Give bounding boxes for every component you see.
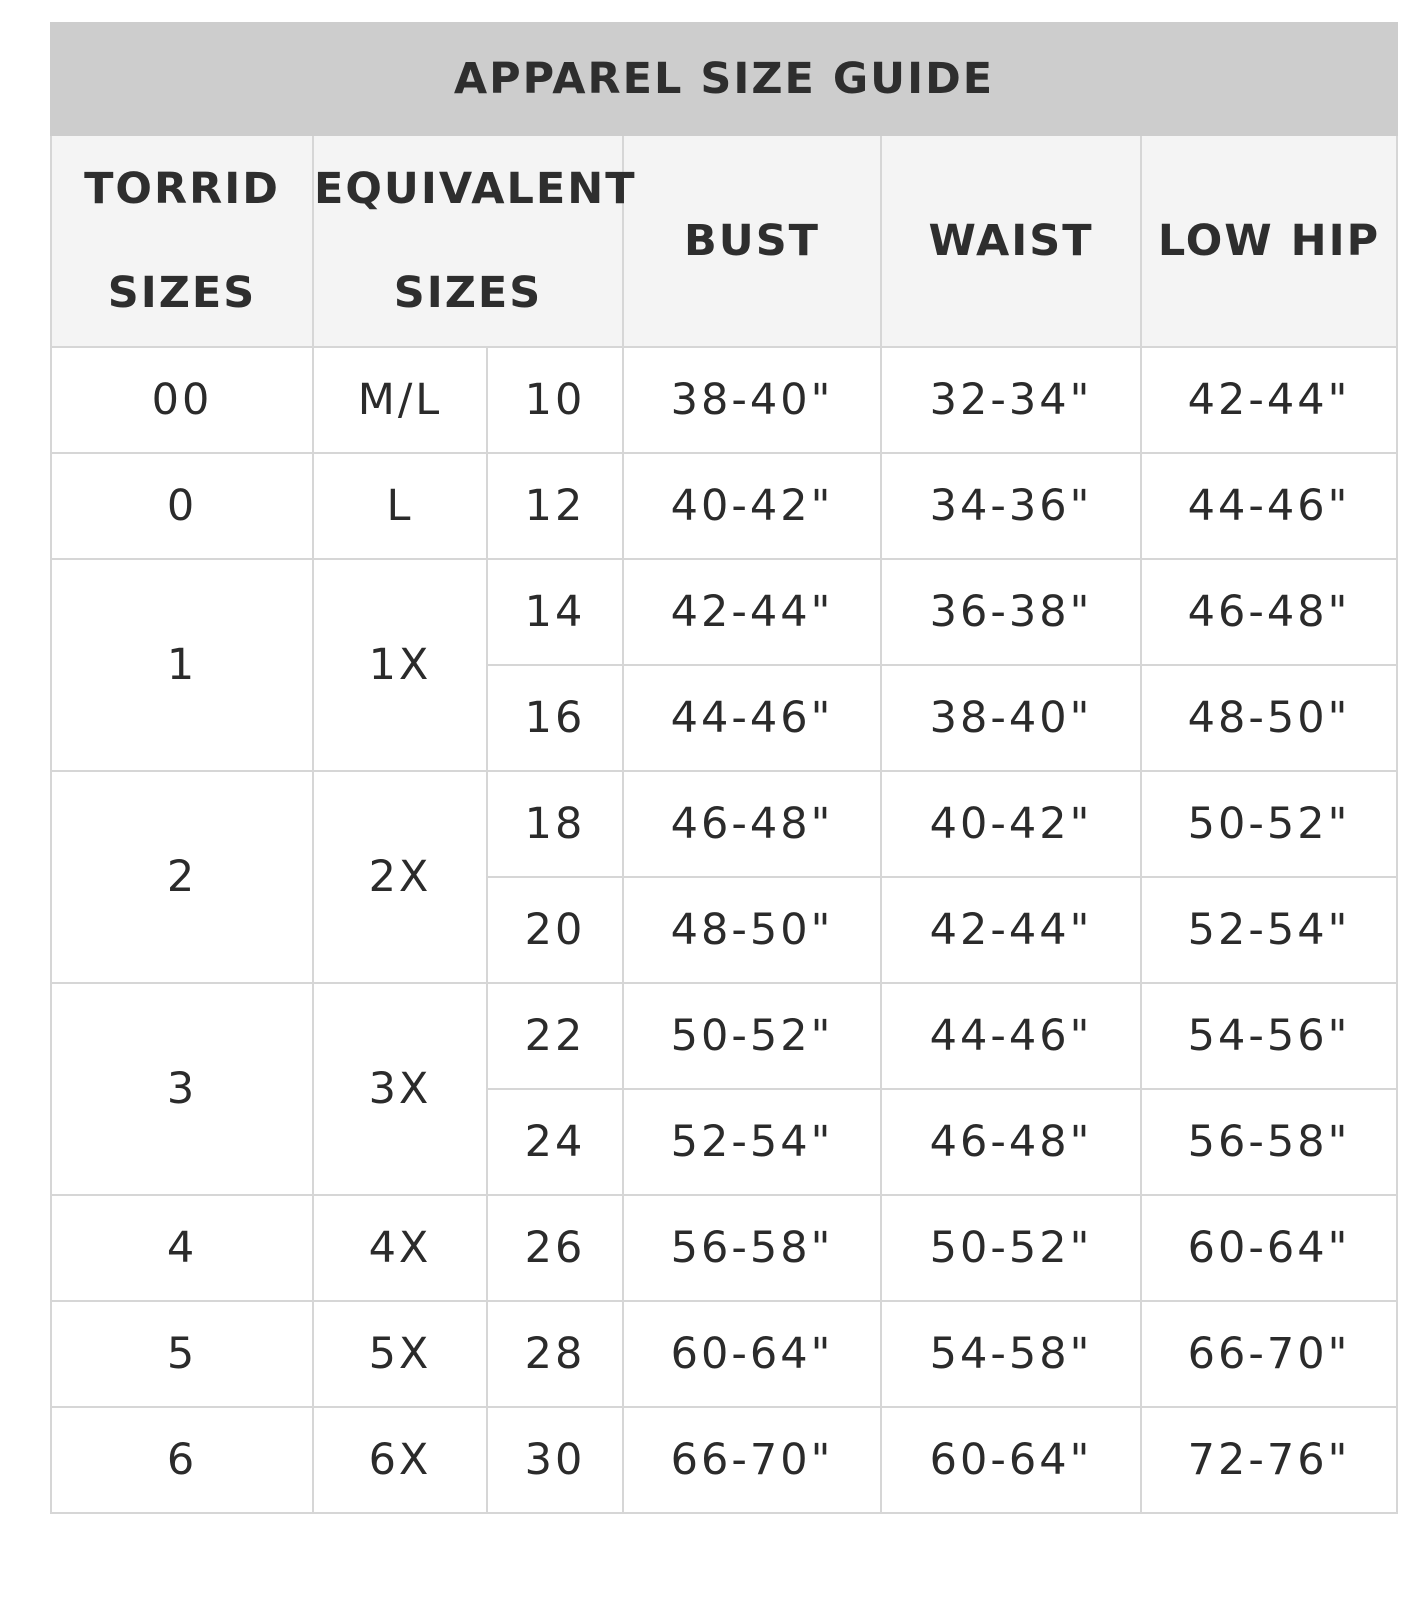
bust-cell: 56-58"	[623, 1195, 881, 1301]
waist-cell: 46-48"	[881, 1089, 1141, 1195]
bust-cell: 38-40"	[623, 347, 881, 453]
torrid-size-cell: 2	[51, 771, 313, 983]
waist-cell: 50-52"	[881, 1195, 1141, 1301]
numeric-size-cell: 20	[487, 877, 623, 983]
low-hip-cell: 44-46"	[1141, 453, 1397, 559]
bust-cell: 60-64"	[623, 1301, 881, 1407]
low-hip-cell: 46-48"	[1141, 559, 1397, 665]
equivalent-size-cell: 2X	[313, 771, 487, 983]
waist-cell: 36-38"	[881, 559, 1141, 665]
low-hip-cell: 60-64"	[1141, 1195, 1397, 1301]
waist-cell: 38-40"	[881, 665, 1141, 771]
bust-cell: 42-44"	[623, 559, 881, 665]
equivalent-size-cell: L	[313, 453, 487, 559]
table-row	[51, 1407, 1397, 1513]
waist-cell: 40-42"	[881, 771, 1141, 877]
numeric-size-cell: 16	[487, 665, 623, 771]
numeric-size-cell: 14	[487, 559, 623, 665]
waist-cell: 42-44"	[881, 877, 1141, 983]
header-torrid-sizes-line1: TORRID	[84, 164, 280, 214]
header-equivalent-sizes-line2: SIZES	[393, 268, 543, 318]
table-row	[51, 983, 1397, 1089]
bust-cell: 46-48"	[623, 771, 881, 877]
header-bust: BUST	[623, 135, 881, 347]
torrid-size-cell: 0	[51, 453, 313, 559]
bust-cell: 48-50"	[623, 877, 881, 983]
low-hip-cell: 42-44"	[1141, 347, 1397, 453]
header-equivalent-sizes-line1: EQUIVALENT	[314, 164, 637, 214]
size-guide	[50, 22, 1386, 1514]
title-row	[51, 23, 1397, 135]
torrid-size-cell: 3	[51, 983, 313, 1195]
header-equivalent-sizes	[313, 135, 637, 347]
bust-cell: 50-52"	[623, 983, 881, 1089]
low-hip-cell: 52-54"	[1141, 877, 1397, 983]
torrid-size-cell: 1	[51, 559, 313, 771]
bust-cell: 52-54"	[623, 1089, 881, 1195]
waist-cell: 34-36"	[881, 453, 1141, 559]
numeric-size-cell: 24	[487, 1089, 623, 1195]
table-row	[51, 1195, 1397, 1301]
equivalent-size-cell: M/L	[313, 347, 487, 453]
numeric-size-cell: 22	[487, 983, 623, 1089]
header-torrid-sizes-line2: SIZES	[107, 268, 257, 318]
header-waist: WAIST	[881, 135, 1141, 347]
size-table-body	[51, 347, 1397, 1513]
low-hip-cell: 66-70"	[1141, 1301, 1397, 1407]
torrid-size-cell: 00	[51, 347, 313, 453]
bust-cell: 40-42"	[623, 453, 881, 559]
table-row	[51, 771, 1397, 877]
low-hip-cell: 54-56"	[1141, 983, 1397, 1089]
numeric-size-cell: 30	[487, 1407, 623, 1513]
low-hip-cell: 56-58"	[1141, 1089, 1397, 1195]
table-row	[51, 453, 1397, 559]
low-hip-cell: 72-76"	[1141, 1407, 1397, 1513]
table-row	[51, 347, 1397, 453]
bust-cell: 66-70"	[623, 1407, 881, 1513]
torrid-size-cell: 6	[51, 1407, 313, 1513]
numeric-size-cell: 18	[487, 771, 623, 877]
numeric-size-cell: 10	[487, 347, 623, 453]
size-guide-table	[50, 22, 1398, 1514]
equivalent-size-cell: 5X	[313, 1301, 487, 1407]
numeric-size-cell: 28	[487, 1301, 623, 1407]
low-hip-cell: 50-52"	[1141, 771, 1397, 877]
header-torrid-sizes	[51, 135, 313, 347]
equivalent-size-cell: 4X	[313, 1195, 487, 1301]
table-row	[51, 559, 1397, 665]
waist-cell: 44-46"	[881, 983, 1141, 1089]
header-row	[51, 135, 1397, 347]
waist-cell: 32-34"	[881, 347, 1141, 453]
header-low-hip: LOW HIP	[1141, 135, 1397, 347]
numeric-size-cell: 12	[487, 453, 623, 559]
low-hip-cell: 48-50"	[1141, 665, 1397, 771]
table-title: APPAREL SIZE GUIDE	[51, 23, 1397, 135]
bust-cell: 44-46"	[623, 665, 881, 771]
equivalent-size-cell: 6X	[313, 1407, 487, 1513]
equivalent-size-cell: 3X	[313, 983, 487, 1195]
waist-cell: 60-64"	[881, 1407, 1141, 1513]
torrid-size-cell: 5	[51, 1301, 313, 1407]
equivalent-size-cell: 1X	[313, 559, 487, 771]
waist-cell: 54-58"	[881, 1301, 1141, 1407]
numeric-size-cell: 26	[487, 1195, 623, 1301]
table-row	[51, 1301, 1397, 1407]
torrid-size-cell: 4	[51, 1195, 313, 1301]
